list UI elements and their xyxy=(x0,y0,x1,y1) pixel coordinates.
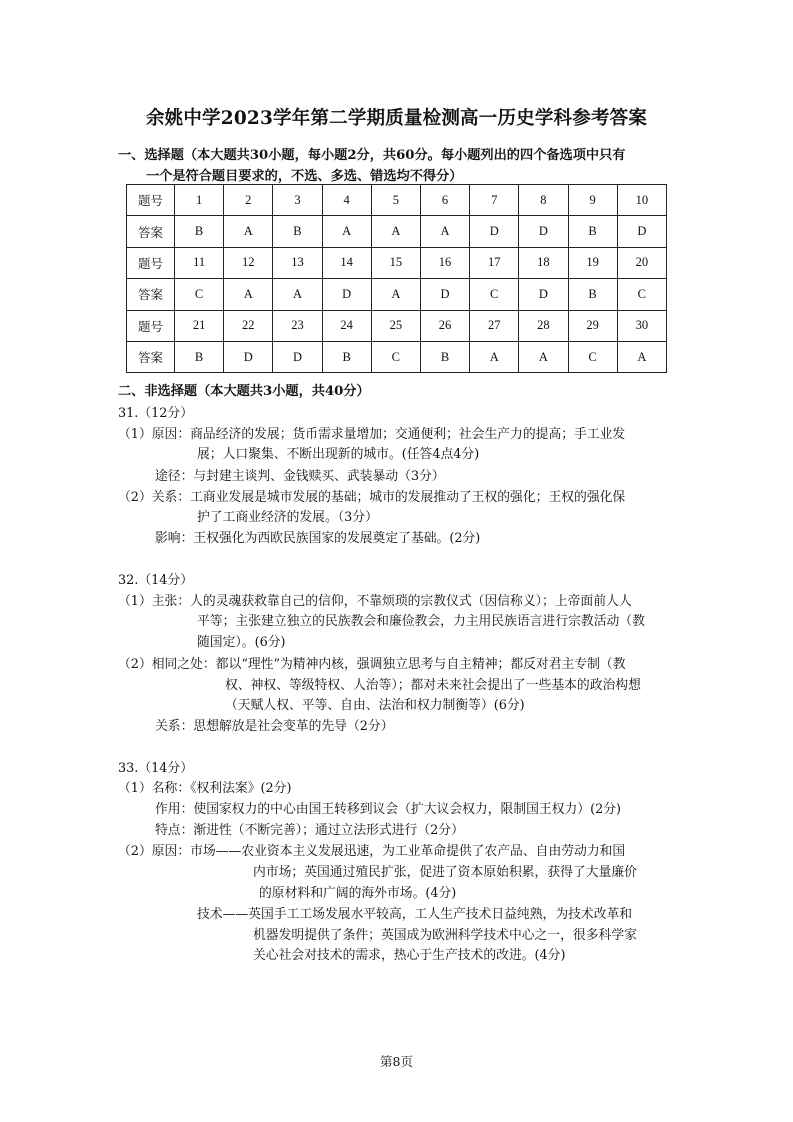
q33-line: 的原材料和广阔的海外市场。(4分) xyxy=(259,886,457,901)
answer-cell: A xyxy=(420,216,469,247)
table-row-numbers xyxy=(127,185,667,216)
q31-line: （2）关系：工商业发展是城市发展的基础；城市的发展推动了王权的强化；王权的强化保 xyxy=(118,490,626,505)
answer-cell: D xyxy=(322,279,371,310)
question-number-cell: 10 xyxy=(617,185,666,216)
table-row-answers xyxy=(127,216,667,247)
answer-cell: C xyxy=(175,279,224,310)
answer-cell: A xyxy=(273,279,322,310)
question-number-cell: 11 xyxy=(175,247,224,278)
table-row-answers xyxy=(127,279,667,310)
label-answer: 答案 xyxy=(127,341,175,372)
q32-line: （1）主张：人的灵魂获救靠自己的信仰，不靠烦琐的宗教仪式（因信称义）；上帝面前人人 xyxy=(118,594,632,609)
question-number-cell: 19 xyxy=(568,247,617,278)
question-number-cell: 15 xyxy=(371,247,420,278)
q32-line: （2）相同之处：都以“理性”为精神内核，强调独立思考与自主精神；都反对君主专制（教 xyxy=(118,657,626,672)
question-number-cell: 29 xyxy=(568,310,617,341)
question-number-cell: 4 xyxy=(322,185,371,216)
answer-cell: A xyxy=(519,341,568,372)
question-number-cell: 3 xyxy=(273,185,322,216)
question-number-cell: 25 xyxy=(371,310,420,341)
answer-table xyxy=(126,184,667,373)
question-number-cell: 12 xyxy=(224,247,273,278)
q32-line: 权、神权、等级特权、人治等）；都对未来社会提出了一些基本的政治构想 xyxy=(225,678,641,693)
q33-line: （1）名称：《权利法案》(2分) xyxy=(118,781,292,796)
q33-line: 关心社会对技术的需求，热心于生产技术的改进。(4分) xyxy=(253,948,566,963)
question-number-cell: 2 xyxy=(224,185,273,216)
answer-cell: D xyxy=(519,216,568,247)
answer-cell: A xyxy=(371,216,420,247)
label-answer: 答案 xyxy=(127,279,175,310)
answer-cell: B xyxy=(322,341,371,372)
q33-line: 机器发明提供了条件；英国成为欧洲科学技术中心之一，很多科学家 xyxy=(253,928,637,943)
answer-cell: C xyxy=(371,341,420,372)
question-number-cell: 14 xyxy=(322,247,371,278)
page-title: 余姚中学2023学年第二学期质量检测高一历史学科参考答案 xyxy=(145,108,648,129)
answer-cell: C xyxy=(568,341,617,372)
question-number-cell: 26 xyxy=(420,310,469,341)
answer-cell: C xyxy=(617,279,666,310)
answer-cell: D xyxy=(519,279,568,310)
question-number-cell: 21 xyxy=(175,310,224,341)
question-number-cell: 1 xyxy=(175,185,224,216)
question-number-cell: 22 xyxy=(224,310,273,341)
q32-heading: 32.（14分） xyxy=(118,573,194,588)
section1-heading-line1: 一、选择题（本大题共30小题，每小题2分，共60分。每小题列出的四个备选项中只有 xyxy=(118,148,626,163)
q33-line: （2）原因：市场——农业资本主义发展迅速，为工业革命提供了农产品、自由劳动力和国 xyxy=(118,844,626,859)
answer-cell: B xyxy=(568,279,617,310)
q32-line: 随国定）。(6分) xyxy=(197,635,286,650)
answer-cell: B xyxy=(175,216,224,247)
q31-line: 护了工商业经济的发展。（3分） xyxy=(197,510,378,525)
question-number-cell: 5 xyxy=(371,185,420,216)
answer-cell: D xyxy=(224,341,273,372)
label-question-number: 题号 xyxy=(127,310,175,341)
question-number-cell: 16 xyxy=(420,247,469,278)
page-number: 第8页 xyxy=(380,1054,413,1069)
question-number-cell: 6 xyxy=(420,185,469,216)
q31-line: 展；人口聚集、不断出现新的城市。(任答4点4分) xyxy=(197,447,480,462)
section2-heading: 二、非选择题（本大题共3小题，共40分） xyxy=(118,384,370,399)
q32-line: 平等；主张建立独立的民族教会和廉俭教会，力主用民族语言进行宗教活动（教 xyxy=(197,614,645,629)
answer-cell: C xyxy=(470,279,519,310)
q33-line: 作用：使国家权力的中心由国王转移到议会（扩大议会权力，限制国王权力）(2分) xyxy=(155,802,622,817)
question-number-cell: 9 xyxy=(568,185,617,216)
answer-cell: D xyxy=(470,216,519,247)
answer-cell: B xyxy=(420,341,469,372)
answer-cell: B xyxy=(175,341,224,372)
question-number-cell: 28 xyxy=(519,310,568,341)
answer-cell: D xyxy=(420,279,469,310)
question-number-cell: 23 xyxy=(273,310,322,341)
answer-cell: A xyxy=(470,341,519,372)
question-number-cell: 24 xyxy=(322,310,371,341)
question-number-cell: 7 xyxy=(470,185,519,216)
q31-line: 途径：与封建主谈判、金钱赎买、武装暴动（3分） xyxy=(155,469,445,484)
answer-cell: A xyxy=(371,279,420,310)
answer-cell: A xyxy=(322,216,371,247)
question-number-cell: 27 xyxy=(470,310,519,341)
question-number-cell: 30 xyxy=(617,310,666,341)
answer-cell: A xyxy=(224,216,273,247)
q33-line: 特点：渐进性（不断完善）；通过立法形式进行（2分） xyxy=(155,823,464,838)
answer-cell: D xyxy=(273,341,322,372)
answer-cell: D xyxy=(617,216,666,247)
answer-cell: B xyxy=(568,216,617,247)
section1-heading-line2: 一个是符合题目要求的，不选、多选、错选均不得分） xyxy=(146,169,463,184)
answer-cell: A xyxy=(617,341,666,372)
label-question-number: 题号 xyxy=(127,247,175,278)
q31-heading: 31.（12分） xyxy=(118,406,194,421)
answer-cell: A xyxy=(224,279,273,310)
q32-line: 关系：思想解放是社会变革的先导（2分） xyxy=(155,719,394,734)
q32-line: （天赋人权、平等、自由、法治和权力制衡等）(6分) xyxy=(225,698,525,713)
label-question-number: 题号 xyxy=(127,185,175,216)
table-row-numbers xyxy=(127,310,667,341)
q31-line: （1）原因：商品经济的发展；货币需求量增加；交通便利；社会生产力的提高；手工业发 xyxy=(118,427,626,442)
q33-line: 内市场；英国通过殖民扩张，促进了资本原始积累，获得了大量廉价 xyxy=(253,865,637,880)
label-answer: 答案 xyxy=(127,216,175,247)
q33-heading: 33.（14分） xyxy=(118,761,194,776)
question-number-cell: 18 xyxy=(519,247,568,278)
q31-line: 影响：王权强化为西欧民族国家的发展奠定了基础。(2分) xyxy=(155,531,481,546)
question-number-cell: 20 xyxy=(617,247,666,278)
table-row-numbers xyxy=(127,247,667,278)
question-number-cell: 8 xyxy=(519,185,568,216)
answer-cell: B xyxy=(273,216,322,247)
question-number-cell: 13 xyxy=(273,247,322,278)
question-number-cell: 17 xyxy=(470,247,519,278)
q33-line: 技术——英国手工工场发展水平较高，工人生产技术日益纯熟，为技术改革和 xyxy=(197,907,633,922)
table-row-answers xyxy=(127,341,667,372)
